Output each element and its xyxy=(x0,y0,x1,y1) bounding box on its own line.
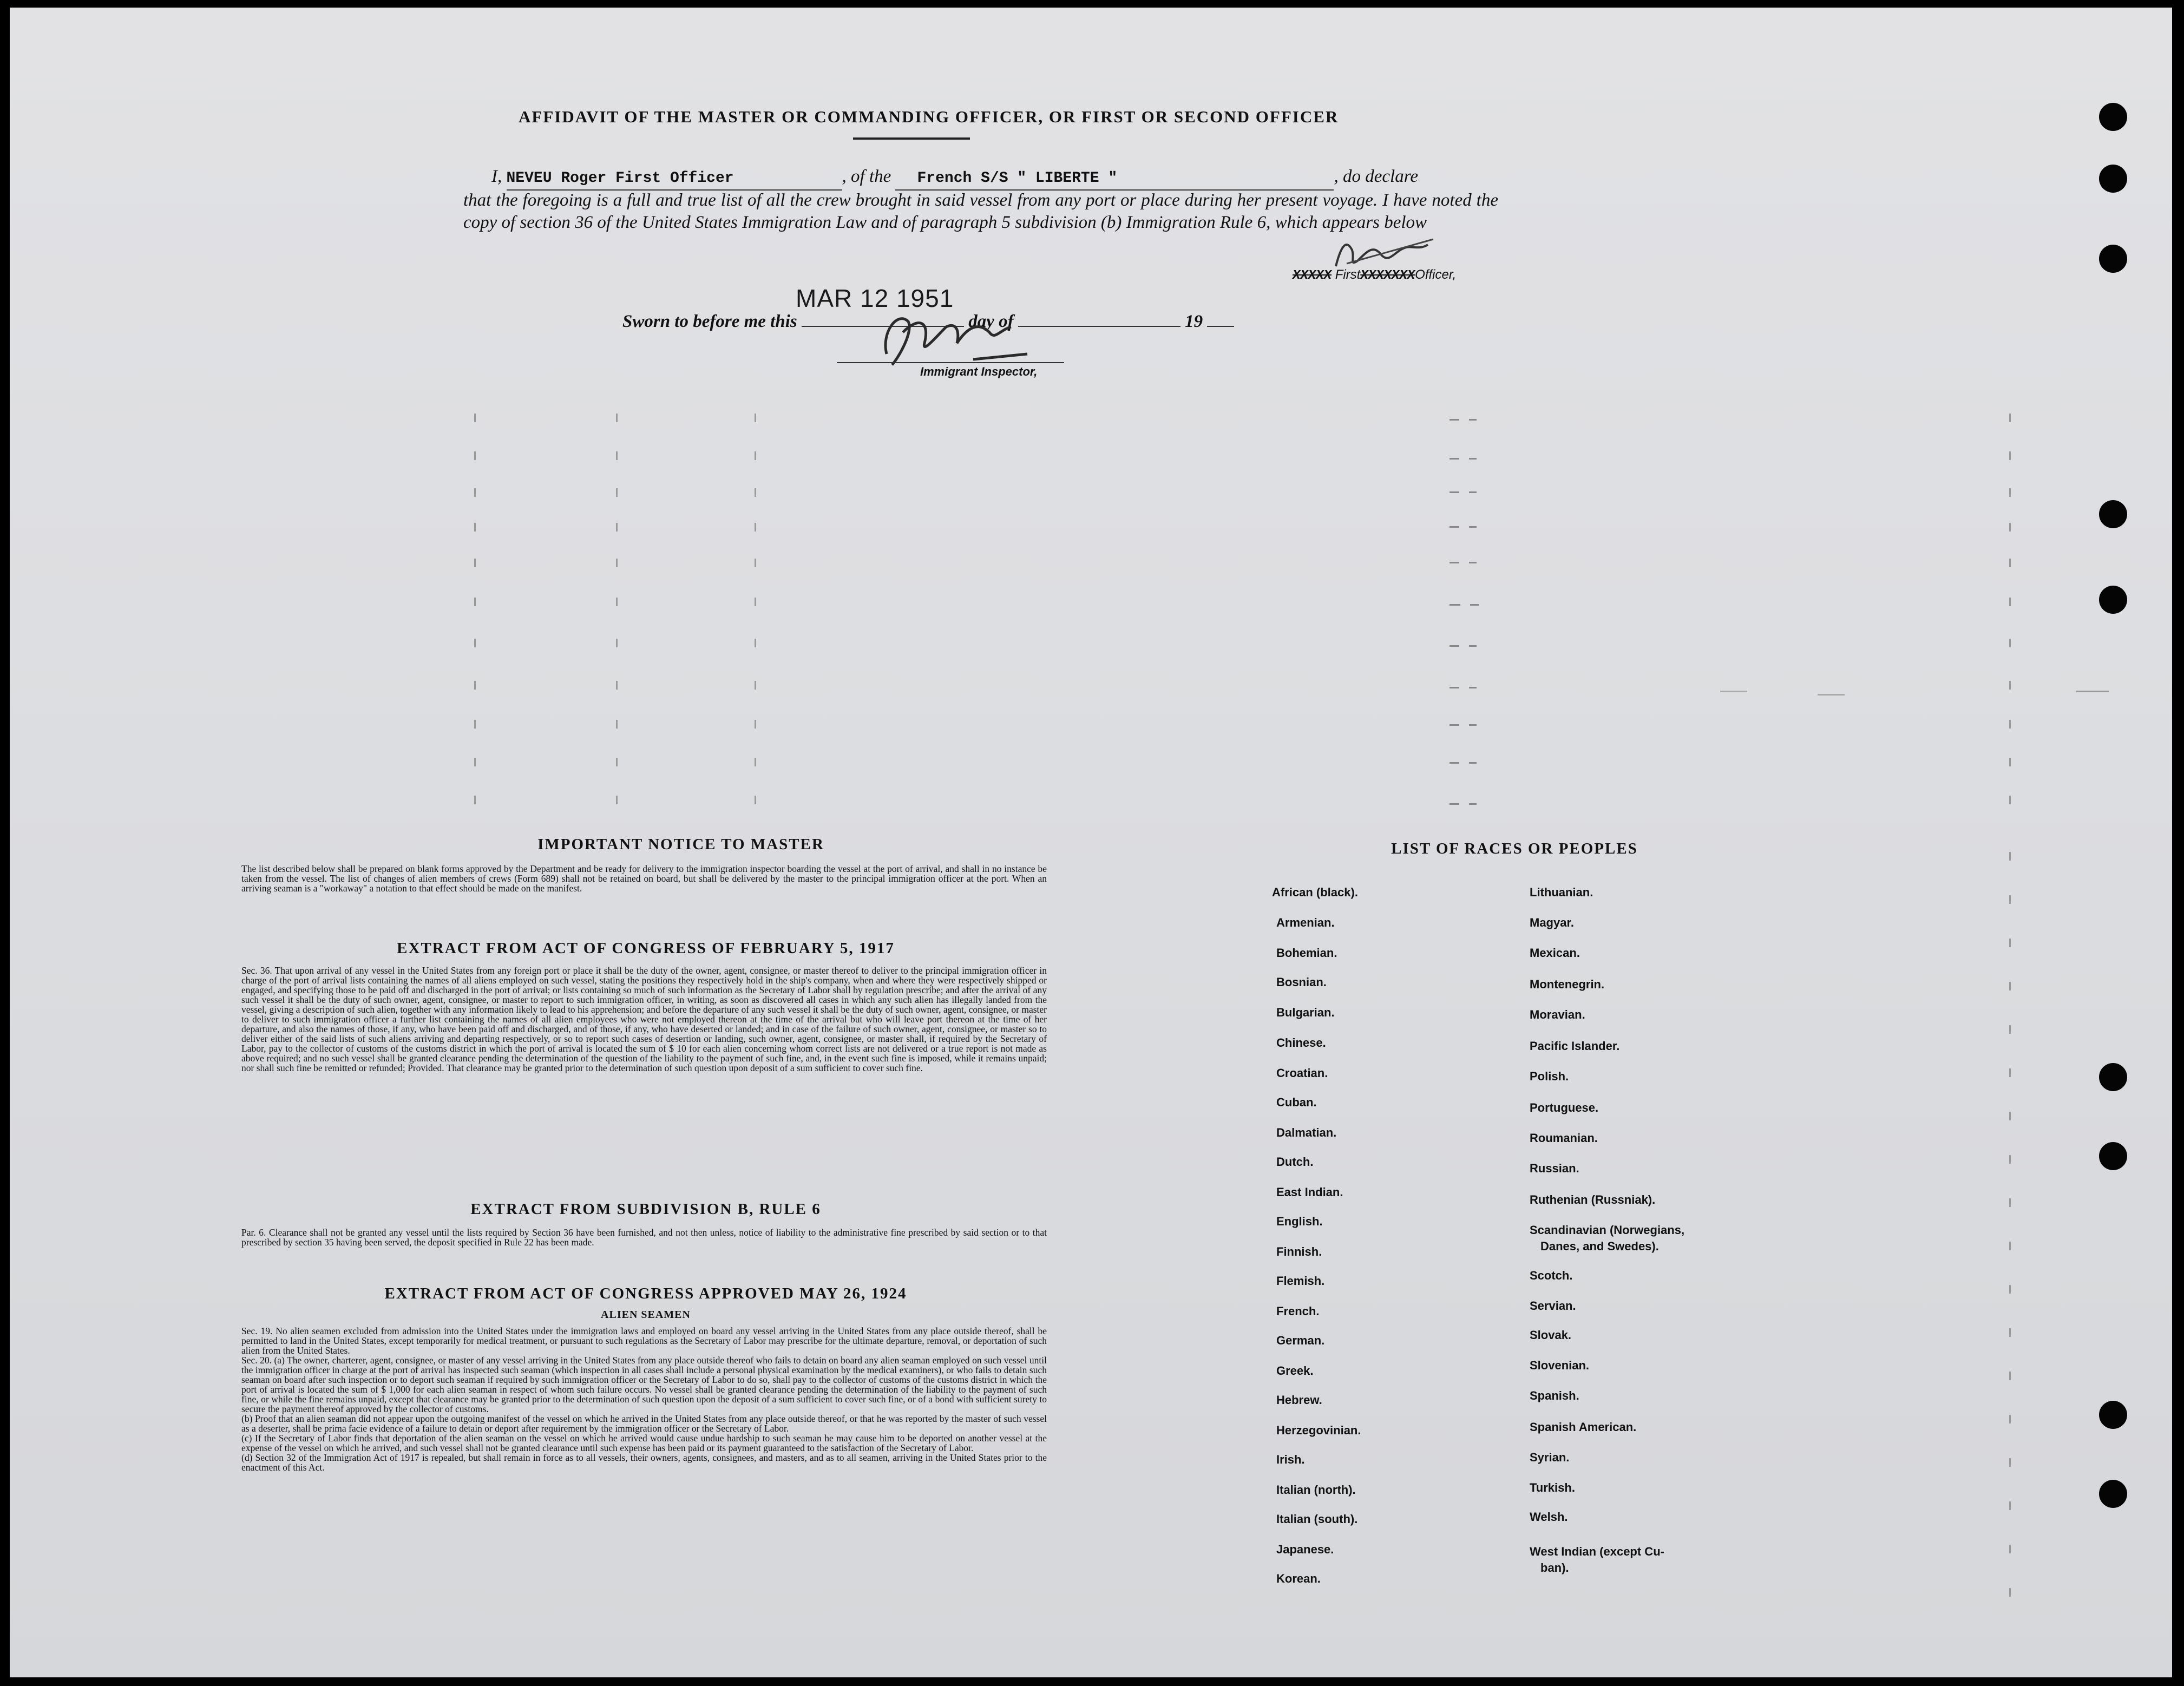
race-item: Slovak. xyxy=(1530,1328,1572,1342)
race-item: Montenegrin. xyxy=(1530,978,1605,991)
race-item: Herzegovinian. xyxy=(1276,1423,1361,1437)
officer-line xyxy=(1293,267,1456,283)
race-item: Japanese. xyxy=(1276,1543,1334,1556)
race-item: Portuguese. xyxy=(1530,1101,1599,1114)
extract-1917-body: Sec. 36. That upon arrival of any vessel in the United States from any foreign port or place it shall be the duty of the owner, agent, consignee, or master thereof to deliver to the principal immigration officer in charge of the port of arrival lists containing the names of all aliens employed on such vessel, stating the positions they respectively hold in the ship's company, when and where they were respectively shipped or engaged, and specifying those to be paid off and discharged in the port of arrival; or lists containing so much of such information as the Secretary of Labor shall by regulation prescribe; and after the arrival of any such vessel it shall be the duty of such owner, agent, consignee, or master to report to such immigration officer, in writing, as soon as discovered all cases in which any such alien has illegally landed from the vessel, giving a description of such alien, together with any information likely to lead to his apprehension; and before the departure of any such vessel it shall be the duty of such owner, agent, consignee, or master to deliver to such immigration officer a further list containing the names of all alien employees who were not employed thereon at the time of the arrival but who will leave port thereon at the time of her departure, and also the names of those, if any, who have been paid off and discharged, and of those, if any, who have deserted or landed; and in case of the failure of such owner, agent, consignee, or master so to deliver either of the said lists of such aliens arriving and departing respectively, or so to report such cases of desertion or landing, such owner, agent, consignee, or master shall, if required by the Secretary of Labor, pay to the collector of customs of the customs district in which the port of arrival is located the sum of $ 10 for each alien concerning whom correct lists are not delivered or a true report is not made as above required; and no such vessel shall be granted clearance pending the determination of the question of the liability to the payment of such fine, and, in the event such fine is imposed, while it remains unpaid; nor shall such fine be remitted or refunded; Provided. That clearance may be granted prior to the determination of such question upon deposit of a sum sufficient to cover such fine. xyxy=(241,965,1047,1073)
punch-hole xyxy=(2099,1401,2127,1429)
race-item: French. xyxy=(1276,1304,1320,1318)
race-item: Hebrew. xyxy=(1276,1393,1322,1407)
race-item: Syrian. xyxy=(1530,1451,1570,1464)
extract-rule6-body: Par. 6. Clearance shall not be granted any vessel until the lists required by Section 36 have been furnished, and not then unless, notice of liability to the administrative fine prescribed by said section or to that prescribed by section 35 having been served, the deposit specified in Rule 22 has been made. xyxy=(241,1227,1047,1248)
extract-rule6-heading: EXTRACT FROM SUBDIVISION B, RULE 6 xyxy=(470,1200,821,1218)
declaration-text: that the foregoing is a full and true list of all the crew brought in said vessel from any port or place during her present voyage. I have noted the copy of section 36 of the United States Immigration Law and of paragraph 5 subdivision (b) Immigration Rule 6, which appears below xyxy=(463,191,1498,232)
race-item: Mexican. xyxy=(1530,946,1580,960)
sec-20a-text: Sec. 20. (a) The owner, charterer, agent, consignee, or master of any vessel arriving in the United States from any place outside thereof who fails to detain on board any alien seaman employed on such vessel until the immigration officer in charge at the port of arrival has inspected such seaman (which inspection in all cases shall include a personal physical examination by the medical examiners), or who fails to detain such seaman on board after such inspection or to deport such seaman if required by such immigration officer or the Secretary of Labor to do so, shall pay to the collector of customs of the customs district in which the port of arrival is located the sum of $ 1,000 for each alien seaman in respect of whom such failure occurs. No vessel shall be granted clearance pending the determination of the liability to the payment of such fine, or while the fine remains unpaid, except that clearance may be granted prior to the determination of such question upon the deposit of a sum sufficient to cover such fine, or of a bond with sufficient surety to secure the payment thereof approved by the collector of customs. xyxy=(241,1355,1047,1414)
sec-20b-text: (b) Proof that an alien seaman did not appear upon the outgoing manifest of the vessel on which he arrived in the United States from any place outside thereof, or that he was reported by the master of such vessel as a deserter, shall be prima facie evidence of a failure to detain or deport after requirement by the immigration officer or the Secretary of Labor. xyxy=(241,1413,1047,1434)
race-item: Dutch. xyxy=(1276,1155,1314,1169)
declaration-line-1 xyxy=(491,166,1509,191)
alien-seamen-subheading: ALIEN SEAMEN xyxy=(601,1309,691,1321)
vessel-name: French S/S " LIBERTE " xyxy=(895,167,1334,191)
notice-body: The list described below shall be prepared on blank forms approved by the Department and be ready for delivery to the immigration inspector boarding the vessel at the port of arrival, and shall in no instance be taken from the vessel. The list of changes of alien members of crews (Form 689) shall not be retained on board, but shall be delivered by the master to the principal immigration officer at the port. When an arriving seaman is a "workaway" a notation to that effect should be made on the manifest. xyxy=(241,863,1047,894)
race-item: Danes, and Swedes). xyxy=(1540,1239,1659,1253)
race-item: Servian. xyxy=(1530,1299,1576,1313)
sec-20d-text: (d) Section 32 of the Immigration Act of 1917 is repealed, but shall remain in force as to all vessels, their owners, agents, consignees, and masters, and as to all seamen, arriving in the United States prior to the enactment of this Act. xyxy=(241,1452,1047,1473)
year-prefix: 19 xyxy=(1185,312,1203,331)
punch-hole xyxy=(2099,165,2127,193)
race-item: Flemish. xyxy=(1276,1274,1325,1288)
do-declare-text: , do declare xyxy=(1334,167,1418,186)
punch-hole xyxy=(2099,103,2127,131)
race-item: Armenian. xyxy=(1276,916,1335,929)
punch-hole xyxy=(2099,586,2127,614)
race-item: Bosnian. xyxy=(1276,975,1327,989)
officer-line-struck: XXXXXXX xyxy=(1360,268,1415,283)
manifest-page xyxy=(10,8,2172,1677)
extract-1917-heading: EXTRACT FROM ACT OF CONGRESS OF FEBRUARY 5, 1917 xyxy=(397,940,895,957)
race-item: Dalmatian. xyxy=(1276,1126,1337,1139)
race-item: Slovenian. xyxy=(1530,1359,1590,1372)
punch-hole xyxy=(2099,1480,2127,1508)
race-item: Bulgarian. xyxy=(1276,1006,1335,1019)
race-item: Turkish. xyxy=(1530,1481,1575,1494)
race-item: Pacific Islander. xyxy=(1530,1039,1620,1053)
race-item: English. xyxy=(1276,1215,1323,1228)
inspector-line xyxy=(837,362,1064,363)
date-stamp: MAR 12 1951 xyxy=(796,284,954,312)
race-item: Spanish American. xyxy=(1530,1420,1637,1434)
sworn-text: Sworn to before me this xyxy=(622,312,797,331)
sec-19-text: Sec. 19. No alien seamen excluded from admission into the United States under the immigration laws and employed on board any vessel arriving in the United States from any place outside thereof, shall be permitted to land in the United States, except temporarily for medical treatment, or pursuant to such regulations as the Secretary of Labor may prescribe for the ultimate departure, removal, or deportation of such alien from the United States. xyxy=(241,1326,1047,1356)
officer-line-first: First xyxy=(1335,267,1361,282)
race-item: German. xyxy=(1276,1334,1325,1347)
officer-name: NEVEU Roger First Officer xyxy=(507,167,842,191)
race-item: Polish. xyxy=(1530,1070,1569,1083)
race-item: Scandinavian (Norwegians, xyxy=(1530,1223,1685,1237)
race-item: Greek. xyxy=(1276,1364,1314,1377)
extract-1924-heading: EXTRACT FROM ACT OF CONGRESS APPROVED MAY 26, 1924 xyxy=(384,1285,907,1302)
day-of-text: day of xyxy=(968,312,1014,331)
race-item: African (black). xyxy=(1272,885,1358,899)
race-item: Roumanian. xyxy=(1530,1131,1598,1145)
race-item: Korean. xyxy=(1276,1572,1321,1585)
race-item: Bohemian. xyxy=(1276,946,1337,960)
race-item: Scotch. xyxy=(1530,1269,1573,1282)
races-heading: LIST OF RACES OR PEOPLES xyxy=(1391,840,1638,857)
race-item: East Indian. xyxy=(1276,1185,1343,1199)
race-item: Moravian. xyxy=(1530,1008,1585,1021)
race-item: Lithuanian. xyxy=(1530,885,1593,899)
race-item: Cuban. xyxy=(1276,1095,1317,1109)
of-the-text: , of the xyxy=(842,167,891,186)
title-underline xyxy=(853,137,970,140)
i-prefix: I, xyxy=(491,167,502,186)
race-item: Russian. xyxy=(1530,1162,1579,1175)
sec-20c-text: (c) If the Secretary of Labor finds that deportation of the alien seaman on the vessel on which he arrived would cause undue hardship to such seaman he may cause him to be deported on another vessel at the expense of the vessel on which he arrived, and such vessel shall not be granted clearance until such expense has been paid or its payment guaranteed to the satisfaction of the Secretary of Labor. xyxy=(241,1433,1047,1453)
notice-heading: IMPORTANT NOTICE TO MASTER xyxy=(537,836,824,853)
officer-line-suffix: Officer, xyxy=(1415,267,1457,282)
race-item: Magyar. xyxy=(1530,916,1574,929)
inspector-signature xyxy=(865,300,1071,370)
race-item: Ruthenian (Russniak). xyxy=(1530,1193,1656,1206)
race-item: Spanish. xyxy=(1530,1389,1579,1402)
punch-hole xyxy=(2099,500,2127,528)
race-item: Welsh. xyxy=(1530,1510,1568,1524)
race-item: Irish. xyxy=(1276,1453,1305,1466)
punch-hole xyxy=(2099,245,2127,273)
race-item: Italian (north). xyxy=(1276,1483,1356,1497)
race-item: Croatian. xyxy=(1276,1066,1328,1080)
officer-line-typed: XXXXX xyxy=(1293,268,1332,283)
punch-hole xyxy=(2099,1142,2127,1170)
race-item: ban). xyxy=(1540,1561,1569,1575)
race-item: Finnish. xyxy=(1276,1245,1322,1258)
extract-1924-body xyxy=(241,1326,1047,1472)
race-item: West Indian (except Cu- xyxy=(1530,1545,1664,1558)
race-item: Chinese. xyxy=(1276,1036,1326,1049)
punch-hole xyxy=(2099,1063,2127,1091)
race-item: Italian (south). xyxy=(1276,1512,1358,1526)
affidavit-title: AFFIDAVIT OF THE MASTER OR COMMANDING OFFICER, OR FIRST OR SECOND OFFICER xyxy=(519,107,1339,126)
inspector-label: Immigrant Inspector, xyxy=(920,365,1038,378)
